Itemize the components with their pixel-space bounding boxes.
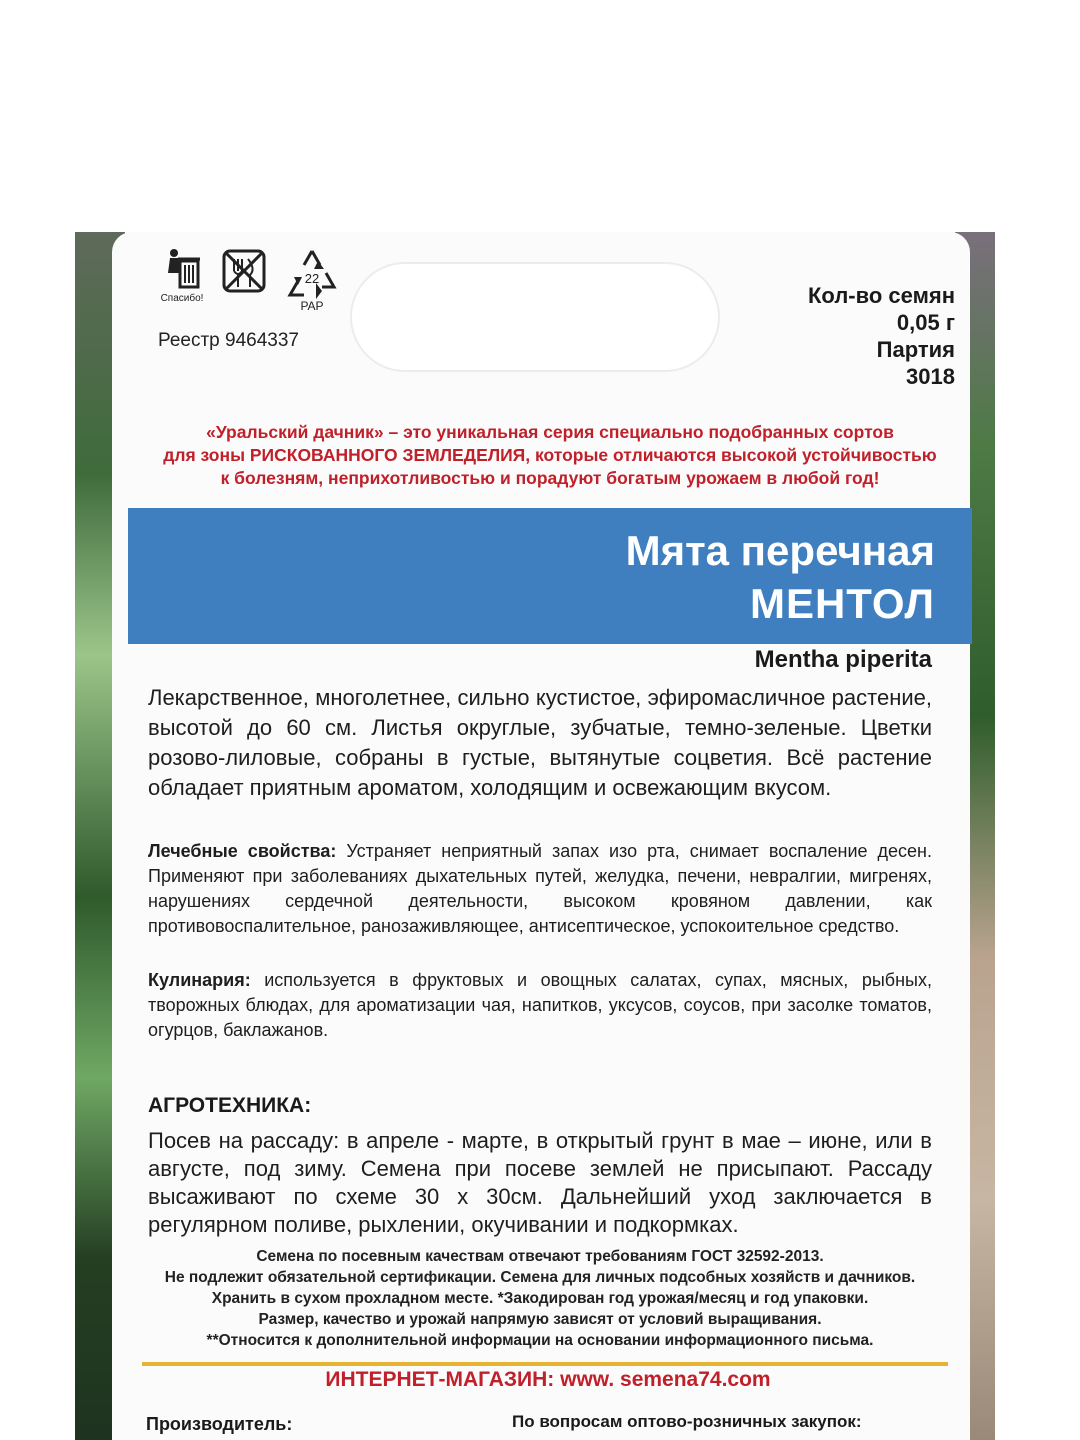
product-variety: МЕНТОЛ: [749, 580, 935, 627]
culinary-text: используется в фруктовых и овощных салатах, супах, мясных, рыбных, творожных блюдах, для ароматизации чая, напитков, уксусов, соусов, при засолке томатов, огурцов, баклажанов.: [148, 970, 932, 1040]
icon-caption: Спасибо!: [160, 293, 204, 304]
batch-value: 3018: [906, 364, 955, 389]
promo-text: [150, 421, 950, 490]
trash-bin-icon: [158, 247, 206, 305]
legal-notes: [128, 1246, 952, 1351]
culinary-label: Кулинария:: [148, 970, 251, 990]
culinary-section: [148, 968, 932, 1043]
hang-hole: [350, 262, 720, 372]
maker-label: Производитель:: [146, 1414, 293, 1434]
product-title: Мята перечная: [625, 527, 935, 574]
legal-line: **Относится к дополнительной информации на основании информационного письма.: [206, 1332, 874, 1349]
legal-line: Семена по посевным качествам отвечают требованиям ГОСТ 32592-2013.: [256, 1248, 824, 1265]
healing-properties: [148, 839, 932, 939]
divider: [142, 1362, 948, 1366]
recycle-icon: [282, 247, 342, 313]
legal-line: Размер, качество и урожай напрямую зависят от условий выращивания.: [258, 1311, 822, 1328]
agro-text: Посев на рассаду: в апреле - марте, в открытый грунт в мае – июне, или в августе, под зиму. Семена при посеве землей не присыпают. Рассаду высаживают по схеме 30 х 30см. Дальнейший уход заключается в регулярном поливе, рыхлении, окучивании и подкормках.: [148, 1128, 932, 1237]
healing-text: Устраняет неприятный запах изо рта, снимает воспаление десен. Применяют при заболеваниях дыхательных путей, желудка, печени, невралгии, мигренях, нарушениях сердечной деятельности, высоком кровяном давлении, как противовоспалительное, ранозаживляющее, антисептическое, успокоительное средство.: [148, 841, 932, 936]
latin-name: Mentha piperita: [754, 646, 932, 673]
product-description: Лекарственное, многолетнее, сильно кустистое, эфиромасличное растение, высотой до 60 см. Листья округлые, зубчатые, темно-зеленые. Цветки розово-лиловые, собраны в густые, вытянутые соцветия. Всё растение обладает приятным ароматом, холодящим и освежающим вкусом.: [148, 685, 932, 800]
legal-line: Хранить в сухом прохладном месте. *Закодирован год урожая/месяц и год упаковки.: [211, 1290, 869, 1307]
recycle-number: 22: [304, 271, 320, 286]
quantity-value: 0,05 г: [896, 310, 955, 335]
packaging-icons: [158, 247, 342, 313]
recycle-code: PAP: [300, 299, 324, 313]
agro-heading: АГРОТЕХНИКА:: [148, 1094, 312, 1117]
not-food-contact-icon: [220, 247, 268, 305]
quantity-label: Кол-во семян: [808, 283, 955, 308]
batch-label: Партия: [876, 337, 955, 362]
healing-label: Лечебные свойства:: [148, 841, 337, 861]
wholesale-label: По вопросам оптово-розничных закупок:: [512, 1412, 862, 1431]
promo-line: к болезням, неприхотливостью и порадуют богатым урожаем в любой год!: [220, 468, 880, 488]
promo-line: для зоны РИСКОВАННОГО ЗЕМЛЕДЕЛИЯ, которые отличаются высокой устойчивостью: [163, 445, 937, 465]
online-shop: ИНТЕРНЕТ-МАГАЗИН: www. semena74.com: [325, 1368, 771, 1391]
legal-line: Не подлежит обязательной сертификации. Семена для личных подсобных хозяйств и дачников.: [164, 1269, 916, 1286]
promo-line: «Уральский дачник» – это уникальная серия специально подобранных сортов: [206, 422, 894, 442]
registry-number: Реестр 9464337: [158, 330, 299, 351]
seed-info: [808, 282, 955, 390]
